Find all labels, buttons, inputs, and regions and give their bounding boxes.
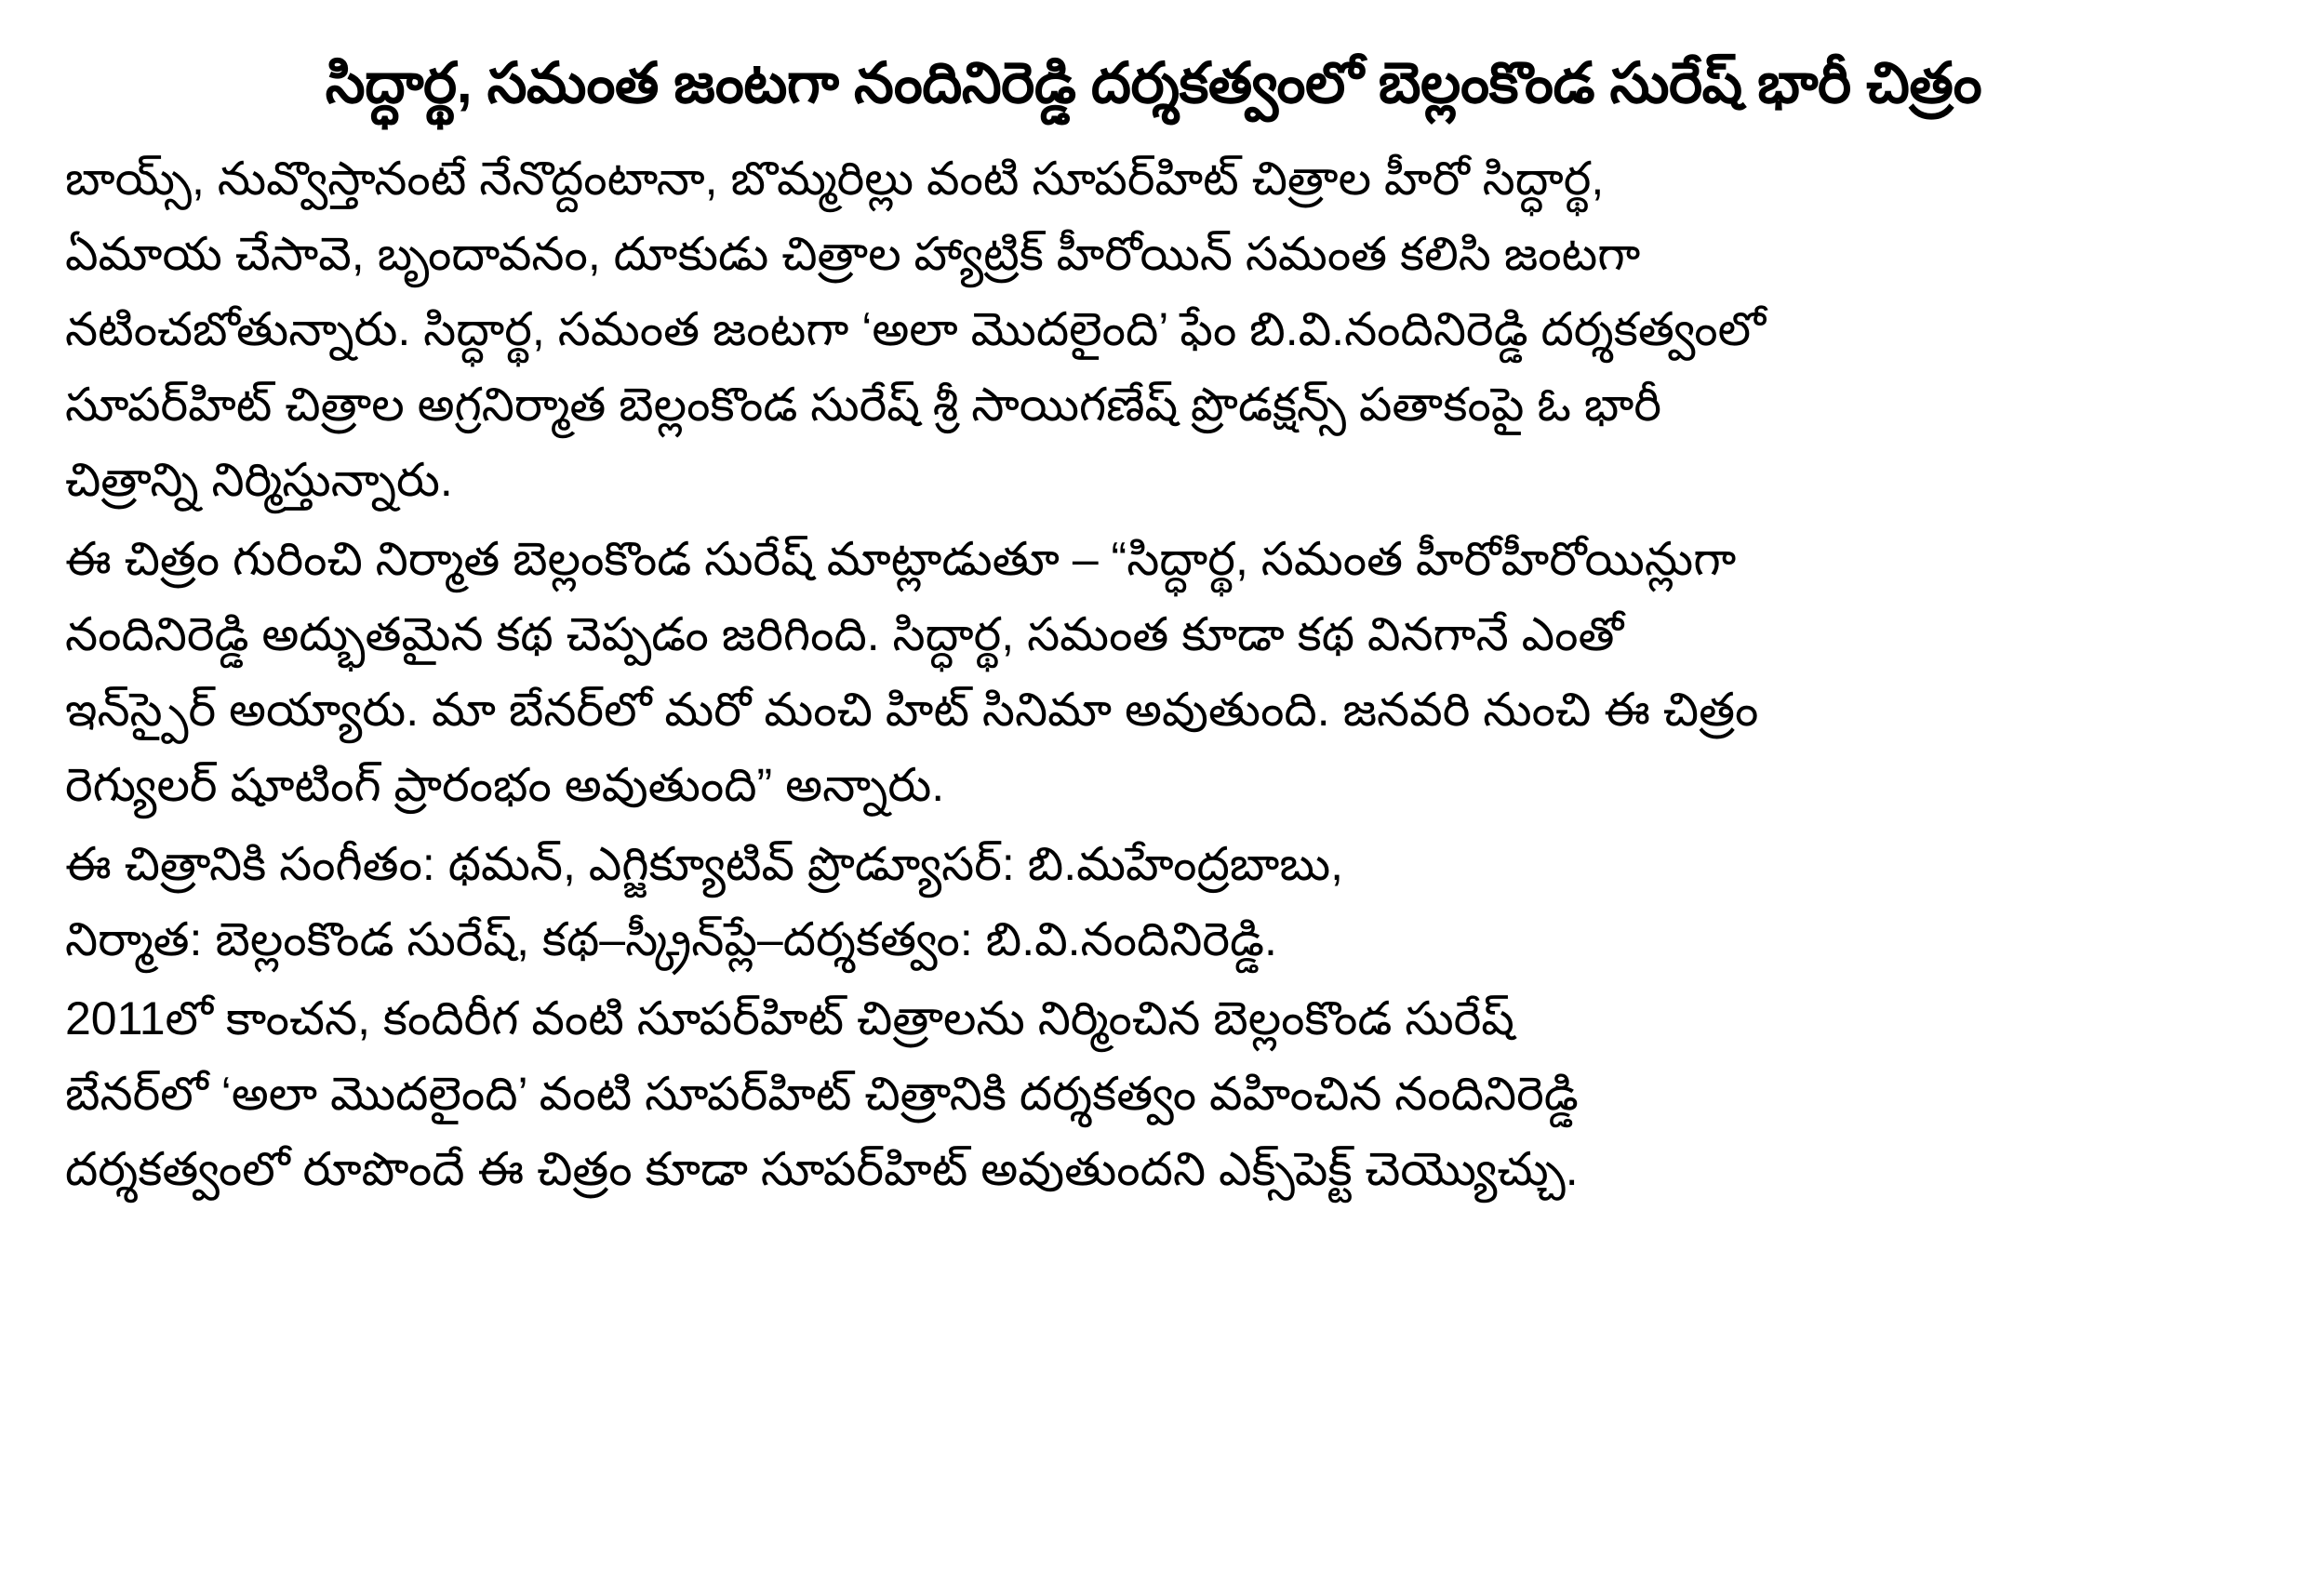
text-line: బేనర్‌లో ‘అలా మొదలైంది’ వంటి సూపర్‌హిట్ చిత్రానికి దర్శకత్వం వహించిన నందినిరెడ్డి bbox=[65, 1067, 1579, 1120]
text-line: ఇన్‌స్పైర్ అయ్యారు. మా బేనర్‌లో మరో మంచి హిట్ సినిమా అవుతుంది. జనవరి నుంచి ఈ చిత్రం bbox=[65, 683, 1759, 736]
article-body bbox=[65, 141, 2242, 1207]
text-line: నిర్మాత: బెల్లంకొండ సురేష్, కథ–స్క్రీన్‌ప్లే–దర్శకత్వం: బి.వి.నందినిరెడ్డి. bbox=[65, 912, 1277, 965]
text-line: రెగ్యులర్ షూటింగ్ ప్రారంభం అవుతుంది” అన్నారు. bbox=[65, 758, 945, 811]
page-title: సిద్ధార్థ, సమంత జంటగా నందినిరెడ్డి దర్శకత్వంలో బెల్లంకొండ సురేష్ భారీ చిత్రం bbox=[325, 51, 1982, 114]
paragraph-3 bbox=[65, 827, 2242, 978]
text-line: నందినిరెడ్డి అద్భుతమైన కథ చెప్పడం జరిగింది. సిద్ధార్థ, సమంత కూడా కథ వినగానే ఎంతో bbox=[65, 607, 1624, 660]
text-line: ఈ చిత్రం గురించి నిర్మాత బెల్లంకొండ సురేష్ మాట్లాడుతూ – “సిద్ధార్థ, సమంత హీరోహీరోయిన్లుగా bbox=[65, 532, 1737, 585]
text-line: నటించబోతున్నారు. సిద్ధార్థ, సమంత జంటగా ‘అలా మొదలైంది’ ఫేం బి.వి.నందినిరెడ్డి దర్శకత్వంలో bbox=[65, 302, 1767, 355]
text-line: 2011లో కాంచన, కందిరీగ వంటి సూపర్‌హిట్ చిత్రాలను నిర్మించిన బెల్లంకొండ సురేష్ bbox=[65, 991, 1514, 1044]
text-line: బాయ్స్, నువ్వొస్తానంటే నేనొద్దంటానా, బొమ్మరిల్లు వంటి సూపర్‌హిట్ చిత్రాల హీరో సిద్ధార్థ, bbox=[65, 152, 1605, 205]
text-line: చిత్రాన్ని నిర్మిస్తున్నారు. bbox=[65, 453, 453, 506]
paragraph-2 bbox=[65, 522, 2242, 823]
text-line: సూపర్‌హిట్ చిత్రాల అగ్రనిర్మాత బెల్లంకొండ సురేష్ శ్రీ సాయిగణేష్ ప్రొడక్షన్స్ పతాకంపై ఓ భారీ bbox=[65, 378, 1662, 431]
paragraph-4 bbox=[65, 981, 2242, 1207]
paragraph-1 bbox=[65, 141, 2242, 518]
text-line: ఈ చిత్రానికి సంగీతం: థమన్, ఎగ్జిక్యూటివ్ ప్రొడ్యూసర్: బి.మహేంద్రబాబు, bbox=[65, 837, 1344, 890]
text-line: ఏమాయ చేసావె, బృందావనం, దూకుడు చిత్రాల హ్యాట్రిక్ హీరోయిన్ సమంత కలిసి జంటగా bbox=[65, 227, 1641, 280]
text-line: దర్శకత్వంలో రూపొందే ఈ చిత్రం కూడా సూపర్‌హిట్ అవుతుందని ఎక్స్‌పెక్ట్ చెయ్యొచ్చు. bbox=[65, 1142, 1579, 1195]
